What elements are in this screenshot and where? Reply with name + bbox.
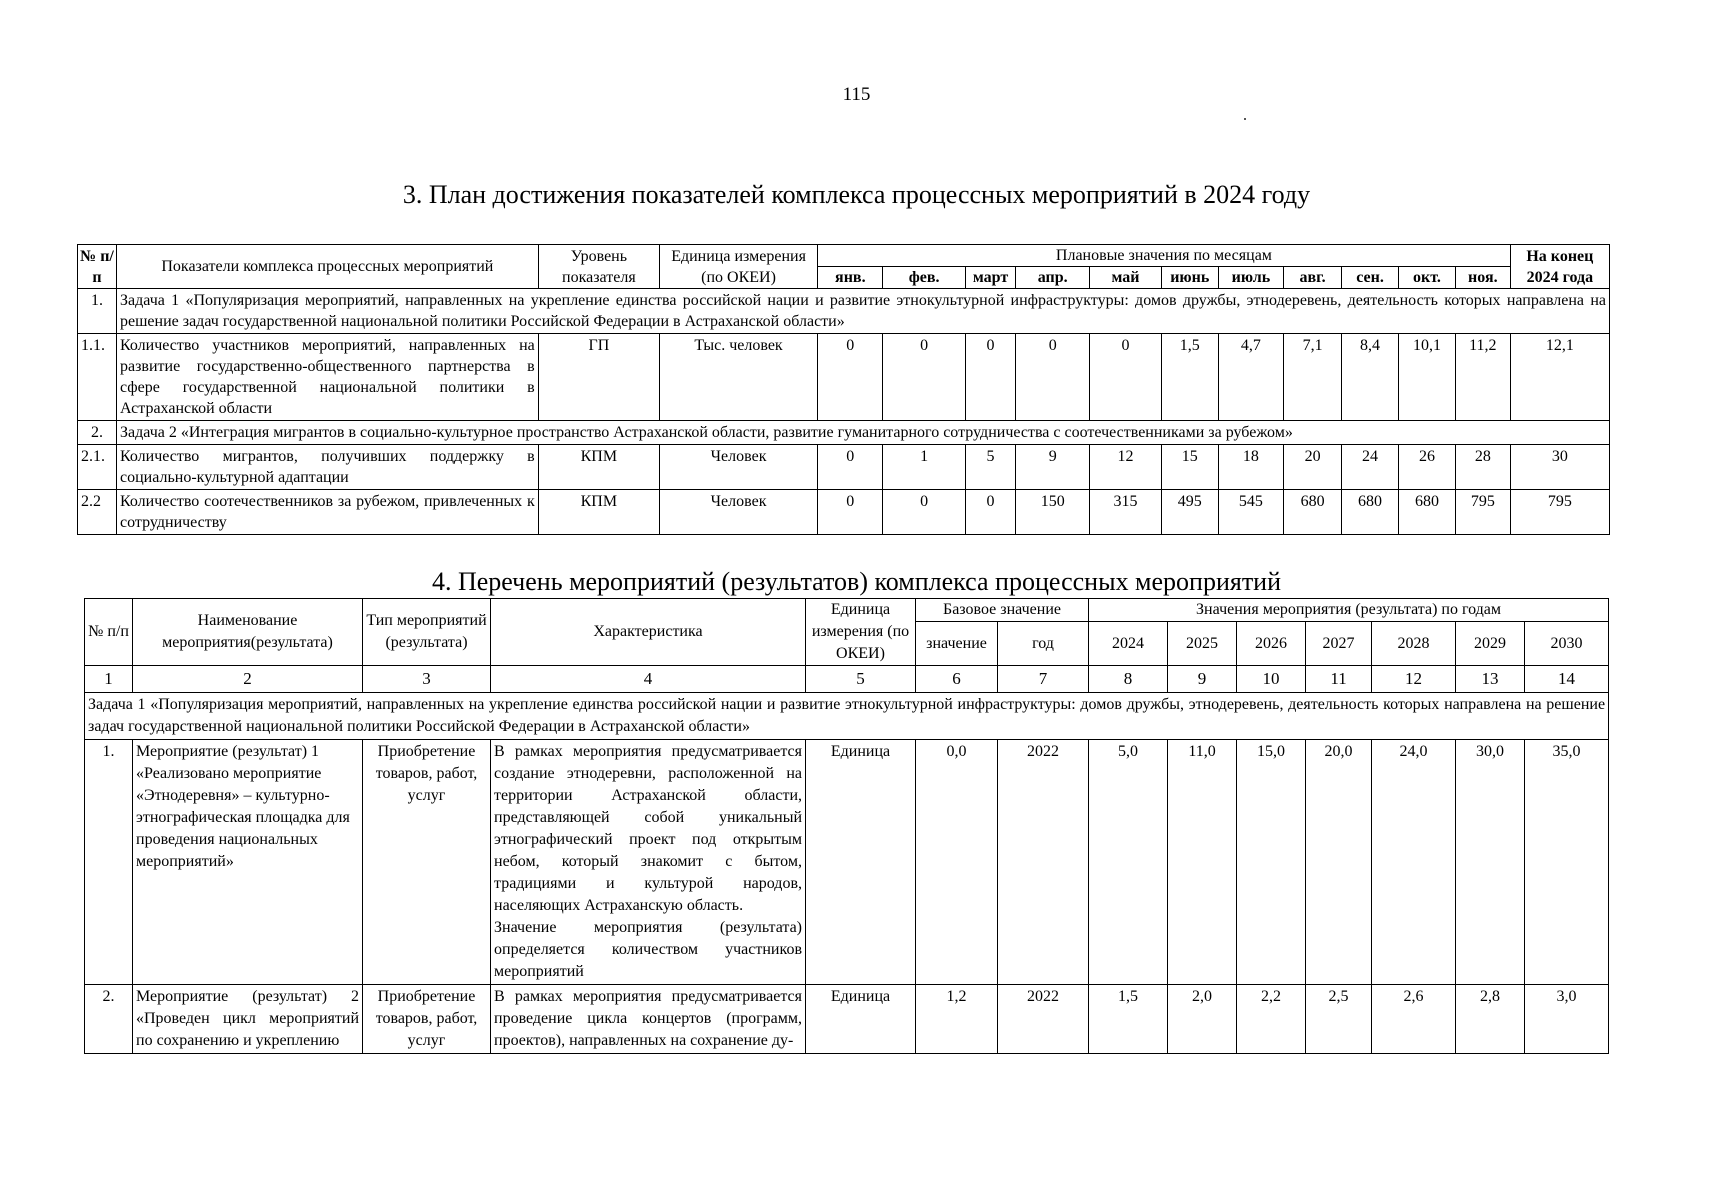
table-header-row	[85, 599, 1609, 622]
indicator-unit: Тыс. человек	[659, 334, 817, 421]
column-number-row	[85, 666, 1609, 693]
month-value: 680	[1399, 490, 1456, 535]
column-number: 2	[133, 666, 363, 693]
month-value: 0	[965, 334, 1016, 421]
table-row	[85, 985, 1609, 1054]
column-number: 12	[1372, 666, 1456, 693]
end-value: 795	[1510, 490, 1609, 535]
col-header-name: Наименование мероприятия(результата)	[133, 599, 363, 666]
month-value: 1	[883, 445, 965, 490]
column-number: 3	[363, 666, 491, 693]
characteristic-paragraph: Значение мероприятия (результата) определяется количеством участников мероприятий	[494, 919, 802, 980]
year-header: 2025	[1168, 622, 1237, 666]
month-value: 0	[965, 490, 1016, 535]
year-value: 20,0	[1306, 740, 1372, 985]
scan-speck	[1244, 118, 1246, 120]
activity-unit: Единица	[806, 985, 916, 1054]
end-value: 30	[1510, 445, 1609, 490]
year-header: 2029	[1456, 622, 1525, 666]
base-year: 2022	[998, 740, 1089, 985]
month-header: март	[965, 267, 1016, 289]
column-number: 10	[1237, 666, 1306, 693]
month-header: апр.	[1016, 267, 1090, 289]
col-header-type: Тип мероприятий (результата)	[363, 599, 491, 666]
indicator-name: Количество мигрантов, получивших поддержку в социально-культурной адаптации	[117, 445, 539, 490]
year-value: 2,0	[1168, 985, 1237, 1054]
month-value: 1,5	[1161, 334, 1218, 421]
month-value: 10,1	[1399, 334, 1456, 421]
activity-type: Приобретение товаров, работ, услуг	[363, 740, 491, 985]
month-value: 545	[1218, 490, 1283, 535]
year-value: 1,5	[1089, 985, 1168, 1054]
month-value: 5	[965, 445, 1016, 490]
base-value: 1,2	[916, 985, 998, 1054]
column-number: 8	[1089, 666, 1168, 693]
column-number: 6	[916, 666, 998, 693]
month-header: июнь	[1161, 267, 1218, 289]
month-value: 0	[883, 334, 965, 421]
col-header-indicator: Показатели комплекса процессных мероприятий	[117, 245, 539, 289]
column-number: 11	[1306, 666, 1372, 693]
task-text: Задача 2 «Интеграция мигрантов в социально-культурное пространство Астраханской области, развитие гуманитарного сотрудничества с соотечественниками за рубежом»	[117, 421, 1610, 445]
base-value: 0,0	[916, 740, 998, 985]
month-value: 795	[1455, 490, 1510, 535]
col-header-unit: Единица измерения (по ОКЕИ)	[659, 245, 817, 289]
row-num: 2.	[85, 985, 133, 1054]
row-num: 1.	[85, 740, 133, 985]
month-value: 0	[818, 445, 883, 490]
year-value: 2,5	[1306, 985, 1372, 1054]
task-row	[78, 289, 1610, 334]
col-header-by-year: Значения мероприятия (результата) по годам	[1089, 599, 1609, 622]
month-value: 150	[1016, 490, 1090, 535]
column-number: 14	[1525, 666, 1609, 693]
row-num: 1.1.	[78, 334, 117, 421]
month-value: 8,4	[1342, 334, 1399, 421]
month-value: 0	[1016, 334, 1090, 421]
table-row	[85, 740, 1609, 985]
year-value: 24,0	[1372, 740, 1456, 985]
month-value: 12	[1090, 445, 1162, 490]
month-header: янв.	[818, 267, 883, 289]
year-header: 2028	[1372, 622, 1456, 666]
year-header: 2030	[1525, 622, 1609, 666]
month-header: окт.	[1399, 267, 1456, 289]
col-header-base-value: значение	[916, 622, 998, 666]
month-value: 0	[883, 490, 965, 535]
month-value: 7,1	[1284, 334, 1342, 421]
task-num: 1.	[78, 289, 117, 334]
year-header: 2024	[1089, 622, 1168, 666]
activity-characteristic: В рамках мероприятия предусматривается проведение цикла концертов (программ, проектов), направленных на сохранение ду-	[491, 985, 806, 1054]
characteristic-paragraph: В рамках мероприятия предусматривается создание этнодеревни, расположенной на территории Астраханской области, представляющей собой уникальный этнографический проект под открытым небом, который знакомит с бытом, традициями и культурой народов, населяющих Астраханскую область.	[494, 743, 802, 914]
month-value: 26	[1399, 445, 1456, 490]
table-row	[78, 445, 1610, 490]
year-value: 2,2	[1237, 985, 1306, 1054]
col-header-end: На конец 2024 года	[1510, 245, 1609, 289]
month-header: май	[1090, 267, 1162, 289]
column-number: 4	[491, 666, 806, 693]
col-header-planned: Плановые значения по месяцам	[818, 245, 1511, 267]
section3-title: 3. План достижения показателей комплекса процессных мероприятий в 2024 году	[402, 180, 1311, 209]
month-header: ноя.	[1455, 267, 1510, 289]
section4-title: 4. Перечень мероприятий (результатов) комплекса процессных мероприятий	[431, 567, 1282, 596]
indicator-name: Количество соотечественников за рубежом, привлеченных к сотрудничеству	[117, 490, 539, 535]
year-header: 2026	[1237, 622, 1306, 666]
base-year: 2022	[998, 985, 1089, 1054]
year-value: 15,0	[1237, 740, 1306, 985]
indicator-level: КПМ	[538, 445, 659, 490]
month-value: 680	[1284, 490, 1342, 535]
activity-type: Приобретение товаров, работ, услуг	[363, 985, 491, 1054]
col-header-num: № п/п	[85, 599, 133, 666]
column-number: 1	[85, 666, 133, 693]
col-header-unit: Единица измерения (по ОКЕИ)	[806, 599, 916, 666]
month-value: 11,2	[1455, 334, 1510, 421]
table-header-row	[78, 245, 1610, 267]
col-header-base: Базовое значение	[916, 599, 1089, 622]
year-value: 35,0	[1525, 740, 1609, 985]
task-num: 2.	[78, 421, 117, 445]
month-value: 680	[1342, 490, 1399, 535]
month-value: 0	[818, 334, 883, 421]
month-header: фев.	[883, 267, 965, 289]
column-number: 7	[998, 666, 1089, 693]
col-header-num: № п/п	[78, 245, 117, 289]
month-header: июль	[1218, 267, 1283, 289]
year-value: 5,0	[1089, 740, 1168, 985]
activity-unit: Единица	[806, 740, 916, 985]
table-row	[78, 334, 1610, 421]
task-row	[78, 421, 1610, 445]
col-header-characteristic: Характеристика	[491, 599, 806, 666]
year-value: 2,6	[1372, 985, 1456, 1054]
year-value: 30,0	[1456, 740, 1525, 985]
month-value: 24	[1342, 445, 1399, 490]
activities-table	[84, 598, 1609, 1054]
column-number: 5	[806, 666, 916, 693]
column-number: 9	[1168, 666, 1237, 693]
indicator-level: КПМ	[538, 490, 659, 535]
col-header-base-year: год	[998, 622, 1089, 666]
indicator-unit: Человек	[659, 445, 817, 490]
col-header-level: Уровень показателя	[538, 245, 659, 289]
month-header: сен.	[1342, 267, 1399, 289]
indicator-level: ГП	[538, 334, 659, 421]
year-header: 2027	[1306, 622, 1372, 666]
indicator-unit: Человек	[659, 490, 817, 535]
month-value: 495	[1161, 490, 1218, 535]
end-value: 12,1	[1510, 334, 1609, 421]
month-value: 0	[818, 490, 883, 535]
activity-name: Мероприятие (результат) 2 «Проведен цикл мероприятий по сохранению и укреплению	[133, 985, 363, 1054]
month-value: 315	[1090, 490, 1162, 535]
month-value: 0	[1090, 334, 1162, 421]
task-text: Задача 1 «Популяризация мероприятий, направленных на укрепление единства российской нации и развитие этнокультурной инфраструктуры: домов дружбы, этнодеревень, деятельность которых направлена на решение задач государственной национальной политики Российской Федерации в Астраханской области»	[85, 693, 1609, 740]
indicator-name: Количество участников мероприятий, направленных на развитие государственно-общественного партнерства в сфере государственной национальной политики в Астраханской области	[117, 334, 539, 421]
activity-name: Мероприятие (результат) 1 «Реализовано мероприятие «Этнодеревня» – культурно-этнографическая площадка для проведения национальных мероприятий»	[133, 740, 363, 985]
year-value: 3,0	[1525, 985, 1609, 1054]
year-value: 11,0	[1168, 740, 1237, 985]
month-value: 9	[1016, 445, 1090, 490]
year-value: 2,8	[1456, 985, 1525, 1054]
month-value: 18	[1218, 445, 1283, 490]
month-value: 20	[1284, 445, 1342, 490]
month-value: 15	[1161, 445, 1218, 490]
month-header: авг.	[1284, 267, 1342, 289]
page-number: 115	[842, 84, 871, 105]
table-row	[78, 490, 1610, 535]
indicator-plan-table	[77, 244, 1610, 535]
column-number: 13	[1456, 666, 1525, 693]
row-num: 2.1.	[78, 445, 117, 490]
month-value: 4,7	[1218, 334, 1283, 421]
month-value: 28	[1455, 445, 1510, 490]
row-num: 2.2	[78, 490, 117, 535]
task-text: Задача 1 «Популяризация мероприятий, направленных на укрепление единства российской нации и развитие этнокультурной инфраструктуры: домов дружбы, этнодеревень, деятельность которых направлена на решение задач государственной национальной политики Российской Федерации в Астраханской области»	[117, 289, 1610, 334]
task-row	[85, 693, 1609, 740]
activity-characteristic	[491, 740, 806, 985]
